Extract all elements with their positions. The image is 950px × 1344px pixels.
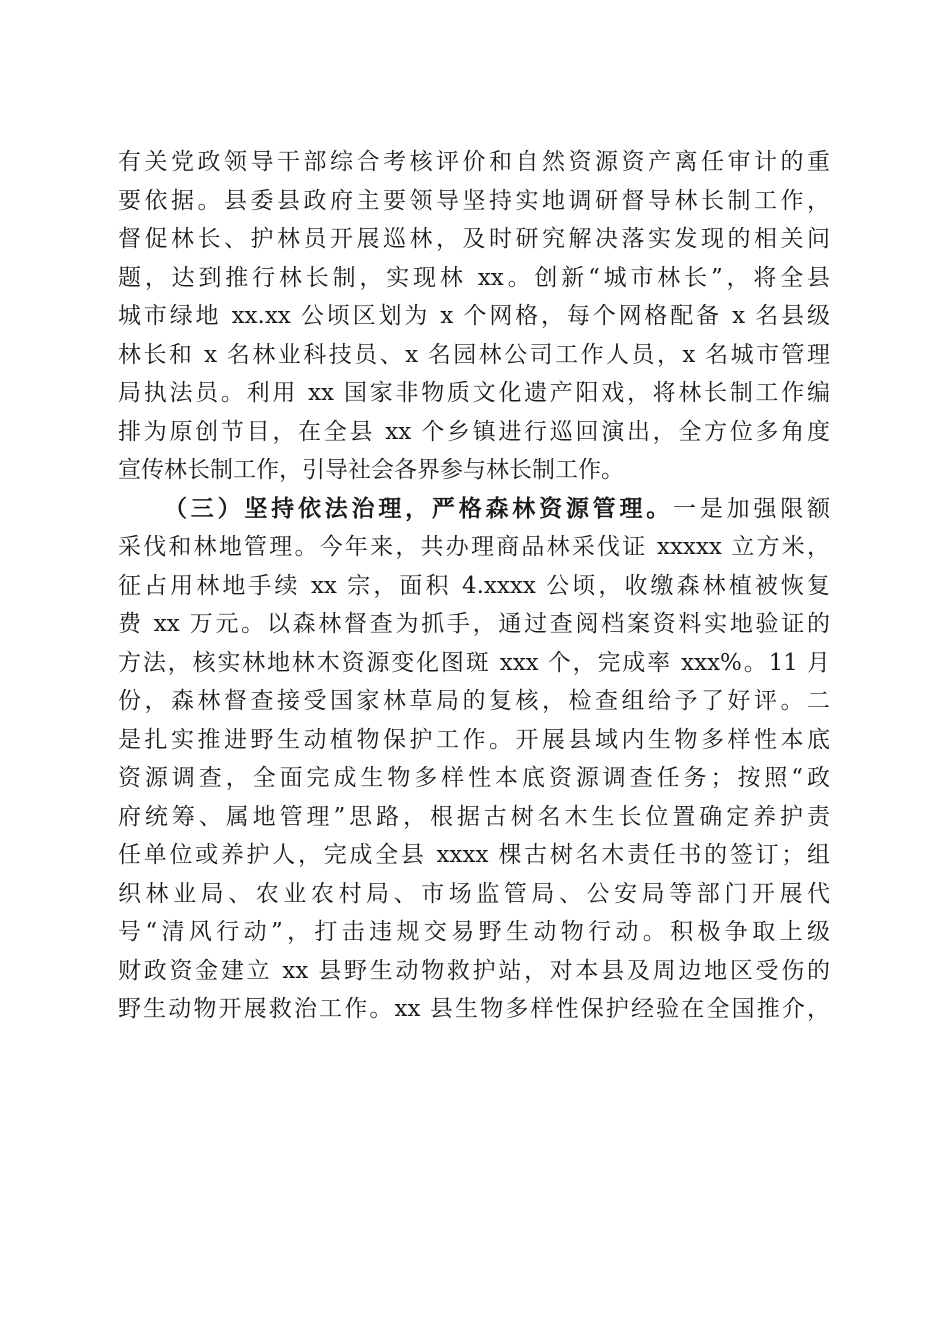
text-line: 林长和 x 名林业科技员、x 名园林公司工作人员，x 名城市管理 [118,341,830,368]
text-line: 方法，核实林地林木资源变化图斑 xxx 个，完成率 xxx%。11 月 [118,649,830,676]
text-line: 有关党政领导干部综合考核评价和自然资源资产离任审计的重 [118,149,830,175]
text-line: 宣传林长制工作，引导社会各界参与林长制工作。 [118,457,624,483]
text-line: 局执法员。利用 xx 国家非物质文化遗产阳戏，将林长制工作编 [118,380,830,406]
text-line: 城市绿地 xx.xx 公顷区划为 x 个网格，每个网格配备 x 名县级 [118,303,830,329]
document-body [118,143,830,1029]
text-line: 任单位或养护人，完成全县 xxxx 棵古树名木责任书的签订；组 [118,842,830,868]
paragraph-2 [118,490,830,1029]
text-line: 要依据。县委县政府主要领导坚持实地调研督导林长制工作， [118,187,830,214]
section-heading-line [118,490,830,529]
text-line: 督促林长、护林员开展巡林，及时研究解决落实发现的相关问 [118,226,830,252]
text-line: 资源调查，全面完成生物多样性本底资源调查任务；按照“政 [118,765,830,791]
text-line: 采伐和林地管理。今年来，共办理商品林采伐证 xxxxx 立方米， [118,534,830,560]
text-line: 题，达到推行林长制，实现林 xx。创新“城市林长”，将全县 [118,264,830,291]
section-heading-rest: 一是加强限额 [673,495,831,522]
text-line: 野生动物开展救治工作。xx 县生物多样性保护经验在全国推介， [118,996,830,1022]
paragraph-1 [118,143,830,490]
text-line: 织林业局、农业农村局、市场监管局、公安局等部门开展代 [118,880,830,907]
text-line: 排为原创节目，在全县 xx 个乡镇进行巡回演出，全方位多角度 [118,418,830,445]
text-line: 号“清风行动”，打击违规交易野生动物行动。积极争取上级 [118,919,830,945]
text-line: 份，森林督查接受国家林草局的复核，检查组给予了好评。二 [118,688,830,714]
text-line: 财政资金建立 xx 县野生动物救护站，对本县及周边地区受伤的 [118,957,830,984]
text-line: 费 xx 万元。以森林督查为抓手，通过查阅档案资料实地验证的 [118,611,830,637]
text-line: 府统筹、属地管理”思路，根据古树名木生长位置确定养护责 [118,803,830,830]
text-line: 征占用林地手续 xx 宗，面积 4.xxxx 公顷，收缴森林植被恢复 [118,572,830,599]
text-line: 是扎实推进野生动植物保护工作。开展县域内生物多样性本底 [118,726,830,753]
section-heading: （三）坚持依法治理，严格森林资源管理。 [164,494,674,522]
